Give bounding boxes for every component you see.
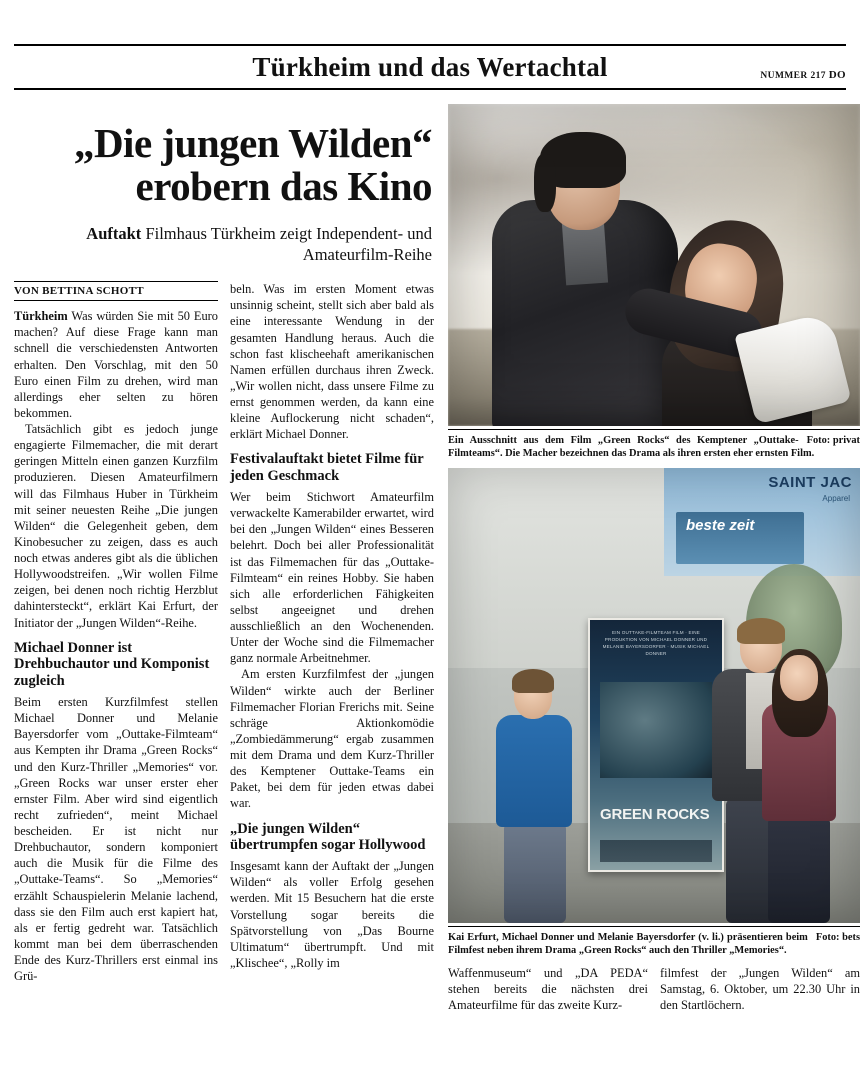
photo-credit: Foto: bets — [815, 932, 860, 943]
photo-caption — [448, 429, 860, 460]
issue-number: NUMMER 217 — [760, 71, 826, 81]
banner2-text: beste zeit — [686, 517, 755, 534]
paragraph: Waffenmuseum“ und „DA PEDA“ stehen bereits die nächsten drei Amateurfilme für das zweite Kurz- — [448, 966, 648, 1013]
body-columns — [14, 281, 434, 984]
right-column — [448, 104, 860, 1013]
photo-filmmakers-group — [448, 468, 860, 923]
masthead-inner — [14, 52, 846, 83]
paragraph-text: Was würden Sie mit 50 Euro machen? Auf diese Frage kann man schnell die verschiedensten Antworten erhalten. Den Vorschlag, mit den 50 Euro einen Film zu drehen, wird man allerdings eher selten zu hören bekommen. — [14, 309, 218, 420]
photo-block-2 — [448, 468, 860, 957]
paragraph: Am ersten Kurzfilmfest der „jungen Wilden“ wirkte auch der Berliner Filmemacher Florian Frerichs mit. Seine schräge Aktionkomödie „Zombiedämmerung“ ergab zusammen mit dem Drama und dem Kurz-Thriller des Kemptener Outtake-Teams ein Paket, bei dem für jeden etwas dabei war. — [230, 667, 434, 811]
paragraph: Beim ersten Kurzfilmfest stellen Michael Donner und Melanie Bayersdorfer vom „Outtake-Filmteam“ aus Kempten ihr Drama „Green Rocks“ und den Kurz-Thriller „Memories“ vor. „Green Rocks war unser erster eher ernster Film. Aber wird sind eigentlich recht zufrieden“, meint Michael bescheiden. Er ist nicht nur Drehbuchautor, sondern komponiert auch die Musik für die Filme des „Outtake-Teams“. So „Memories“ erzählt Schauspielerin Melanie lachend, dass sie den Film auch erst kapiert hat, als er fertig gedreht war. Tatsächlich kommt man bei dem überraschenden Ende des Kurz-Thrillers erst einmal ins Grü- — [14, 695, 218, 984]
banner-text: SAINT JAC — [768, 474, 852, 491]
body-column-1 — [14, 281, 218, 984]
masthead — [14, 44, 846, 94]
banner-subtext: Apparel — [822, 494, 850, 503]
subheadline-kicker: Auftakt — [86, 223, 142, 243]
page-title: „Die jungen Wilden“ erobern das Kino — [73, 120, 432, 210]
page-content — [14, 104, 860, 1013]
paragraph: Insgesamt kann der Auftakt der „Jungen Wilden“ als voller Erfolg gesehen werden. Mit 15 Besuchern hat die erste Vorstellung sogar bereits die Spätvorstellung von „Das Bourne Ultimatum“ übertrumpft. Und mit „Klischee“, „Rolly im — [230, 859, 434, 970]
paragraph: beln. Was im ersten Moment etwas unsinnig scheint, stellt sich aber bald als eine interessante Wendung in der gesamten Handlung heraus. Auch die schon fast klischeehaft amerikanischen Namen erfüllen durchaus ihren Zweck. „Wir wollen nicht, dass unsere Filme zu ernst genommen werden, da kann eine kleine Auflockerung nicht schaden“, erklärt Michael Donner. — [230, 282, 434, 442]
subheadline — [14, 223, 434, 265]
paragraph — [14, 308, 218, 421]
photo-vignette — [448, 468, 860, 923]
section-subheading: Michael Donner ist Drehbuchautor und Komponist zugleich — [14, 639, 210, 690]
masthead-bottom-rule — [14, 88, 846, 90]
issue-weekday: DO — [828, 69, 846, 81]
dateline-place: Türkheim — [14, 309, 68, 324]
photo-vignette — [448, 104, 860, 426]
photo-credit: Foto: privat — [806, 435, 860, 446]
paragraph: Wer beim Stichwort Amateurfilm verwackelte Kamerabilder erwartet, wird bei den „Jungen Wilden“ eines Besseren belehrt. Doch bei aller Professionalität ist das Filmemachen für das „Outtake-Filmteam“ ein reines Hobby. Sie haben sich alle erforderlichen Fähigkeiten selbst angeeignet und drehen ausschließlich an den Wochenenden. Unter der Woche sind die Filmemacher ganz normale Arbeitnehmer. — [230, 490, 434, 666]
subheadline-text: Filmhaus Türkheim zeigt Independent- und Amateurfilm-Reihe — [145, 223, 432, 265]
issue-info — [760, 69, 846, 81]
photo-green-rocks-still — [448, 104, 860, 426]
paragraph: Tatsächlich gibt es jedoch junge engagierte Filmemacher, die mit derart geringen Mitteln einen ganzen Kurzfilm produzieren. Diesen Amateurfilmern will das Filmhaus Huber in Türkheim mit seiner neuesten Reihe „Die jungen Wilden“ die Gelegenheit geben, dem Kinobesucher zu zeigen, dass es auch noch etwas anderes gibt als die üblichen Hollywoodstreifen. „Wir wollen Filme zeigen, bei denen noch richtig Herzblut dahintersteckt“, erklärt Kai Erfurt, der Initiator der „Jungen Wilden“-Reihe. — [14, 422, 218, 630]
body-column-3 — [448, 965, 648, 1013]
body-column-2 — [230, 281, 434, 984]
byline: VON BETTINA SCHOTT — [14, 281, 218, 301]
photo-caption-text: Kai Erfurt, Michael Donner und Melanie Bayersdorfer (v. li.) präsentieren beim Filmfest neben ihrem Drama „Green Rocks“ auch den Thriller „Memories“. — [448, 932, 808, 956]
paragraph: filmfest der „Jungen Wilden“ am Samstag, 6. Oktober, um 22.30 Uhr in den Startlöchern. — [660, 966, 860, 1013]
left-column — [14, 104, 434, 1013]
body-columns-continued — [448, 965, 860, 1013]
section-subheading: Festivalauftakt bietet Filme für jeden Geschmack — [230, 451, 424, 485]
body-column-4 — [660, 965, 860, 1013]
newspaper-page — [0, 44, 860, 1092]
photo-block-1 — [448, 104, 860, 460]
section-subheading: „Die jungen Wilden“ übertrumpfen sogar Hollywood — [230, 820, 426, 854]
poster-title: GREEN ROCKS — [600, 806, 710, 823]
poster-credits: EIN OUTTAKE-FILMTEAM FILM · EINE PRODUKTION VON MICHAEL DONNER UND MELANIE BAYERSDORFER · MUSIK MICHAEL DONNER — [602, 630, 710, 656]
section-title: Türkheim und das Wertachtal — [252, 52, 608, 82]
photo-caption-text: Ein Ausschnitt aus dem Film „Green Rocks“ des Kemptener „Outtake-Filmteams“. Die Macher bezeichnen das Drama als ihren ersten eher ernsten Film. — [448, 435, 815, 459]
masthead-top-rule — [14, 44, 846, 46]
photo-caption — [448, 926, 860, 957]
